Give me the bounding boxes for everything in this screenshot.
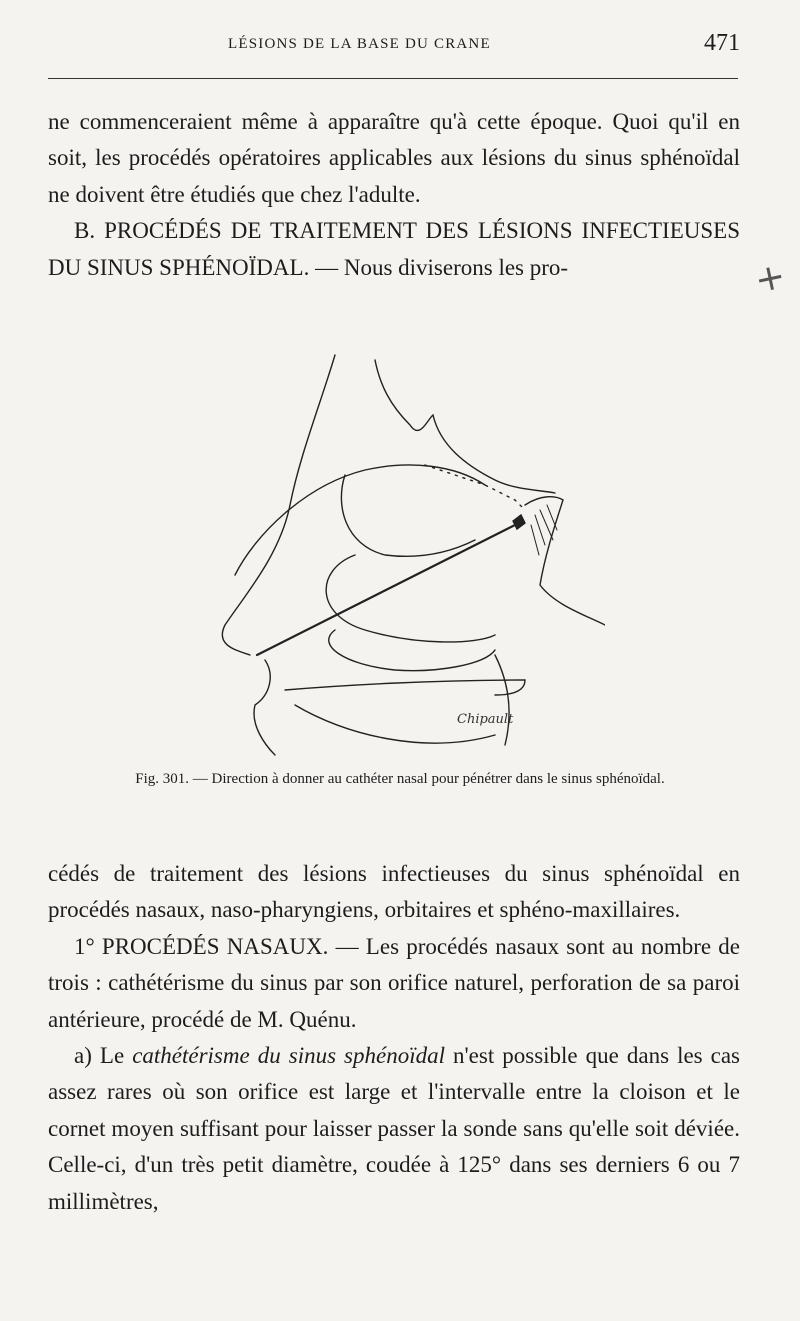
palate-line xyxy=(285,680,525,695)
figure-301 xyxy=(195,345,605,765)
dotted-guide xyxy=(425,465,525,510)
text-block-top xyxy=(48,104,740,286)
lip-line xyxy=(254,660,275,755)
glabella-line xyxy=(375,360,555,493)
turbinate-middle xyxy=(326,555,495,642)
section-b-text: — Nous diviserons les pro- xyxy=(315,254,569,280)
paragraph: ne commenceraient même à apparaître qu'à cette époque. Quoi qu'il en soit, les procédés opératoires applicables aux lésions du sinus sphénoïdal ne doivent être étudiés que chez l'adulte. xyxy=(48,109,740,207)
page-number: 471 xyxy=(704,30,740,56)
catheter-tip xyxy=(513,515,525,529)
sinus-outline xyxy=(525,497,605,625)
turbinate-lower xyxy=(329,630,495,671)
pharynx-line xyxy=(495,655,509,745)
page-header xyxy=(48,30,740,64)
artist-signature: Chipault xyxy=(457,712,514,727)
caption-label: Fig. 301. xyxy=(135,771,190,787)
paragraph-continuation: cédés de traitement des lésions infectieuses du sinus sphénoïdal en procédés nasaux, naso-pharyngiens, orbitaires et sphéno-maxillaires. xyxy=(48,861,740,923)
text-block-bottom xyxy=(48,856,740,1220)
catheterism-term: cathétérisme du sinus sphénoïdal xyxy=(132,1043,445,1069)
catheterism-text: n'est possible que dans les cas assez rares où son orifice est large et l'intervalle entre la cloison et le cornet moyen suffisant pour laisser passer la sonde sans qu'elle soit déviée. Celle-ci, d'un très petit diamètre, coudée à 125° dans ses derniers 6 ou 7 millimètres, xyxy=(48,1043,741,1214)
section-b-paragraph xyxy=(48,213,740,286)
anatomical-drawing xyxy=(195,345,605,765)
figure-caption xyxy=(60,768,740,790)
nasal-procedures-text: — Les procédés nasaux sont au nombre de trois : cathétérisme du sinus par son orifice naturel, perforation de sa paroi antérieure, procédé de M. Quénu. xyxy=(48,933,741,1032)
nasal-procedures-paragraph xyxy=(48,929,740,1038)
catheterism-paragraph xyxy=(48,1038,740,1220)
header-rule xyxy=(48,78,738,79)
margin-annotation: + xyxy=(751,255,790,302)
caption-text: — Direction à donner au cathéter nasal pour pénétrer dans le sinus sphénoïdal. xyxy=(192,771,665,787)
section-b-heading: B. PROCÉDÉS DE TRAITEMENT DES LÉSIONS INFECTIEUSES DU SINUS SPHÉNOÏDAL. xyxy=(48,218,740,280)
nasal-procedures-heading: 1° PROCÉDÉS NASAUX. xyxy=(74,933,329,959)
nose-profile-line xyxy=(222,355,335,655)
turbinate-upper xyxy=(341,475,475,556)
catheterism-label: a) Le xyxy=(74,1043,125,1069)
running-title: LÉSIONS DE LA BASE DU CRANE xyxy=(228,36,491,52)
